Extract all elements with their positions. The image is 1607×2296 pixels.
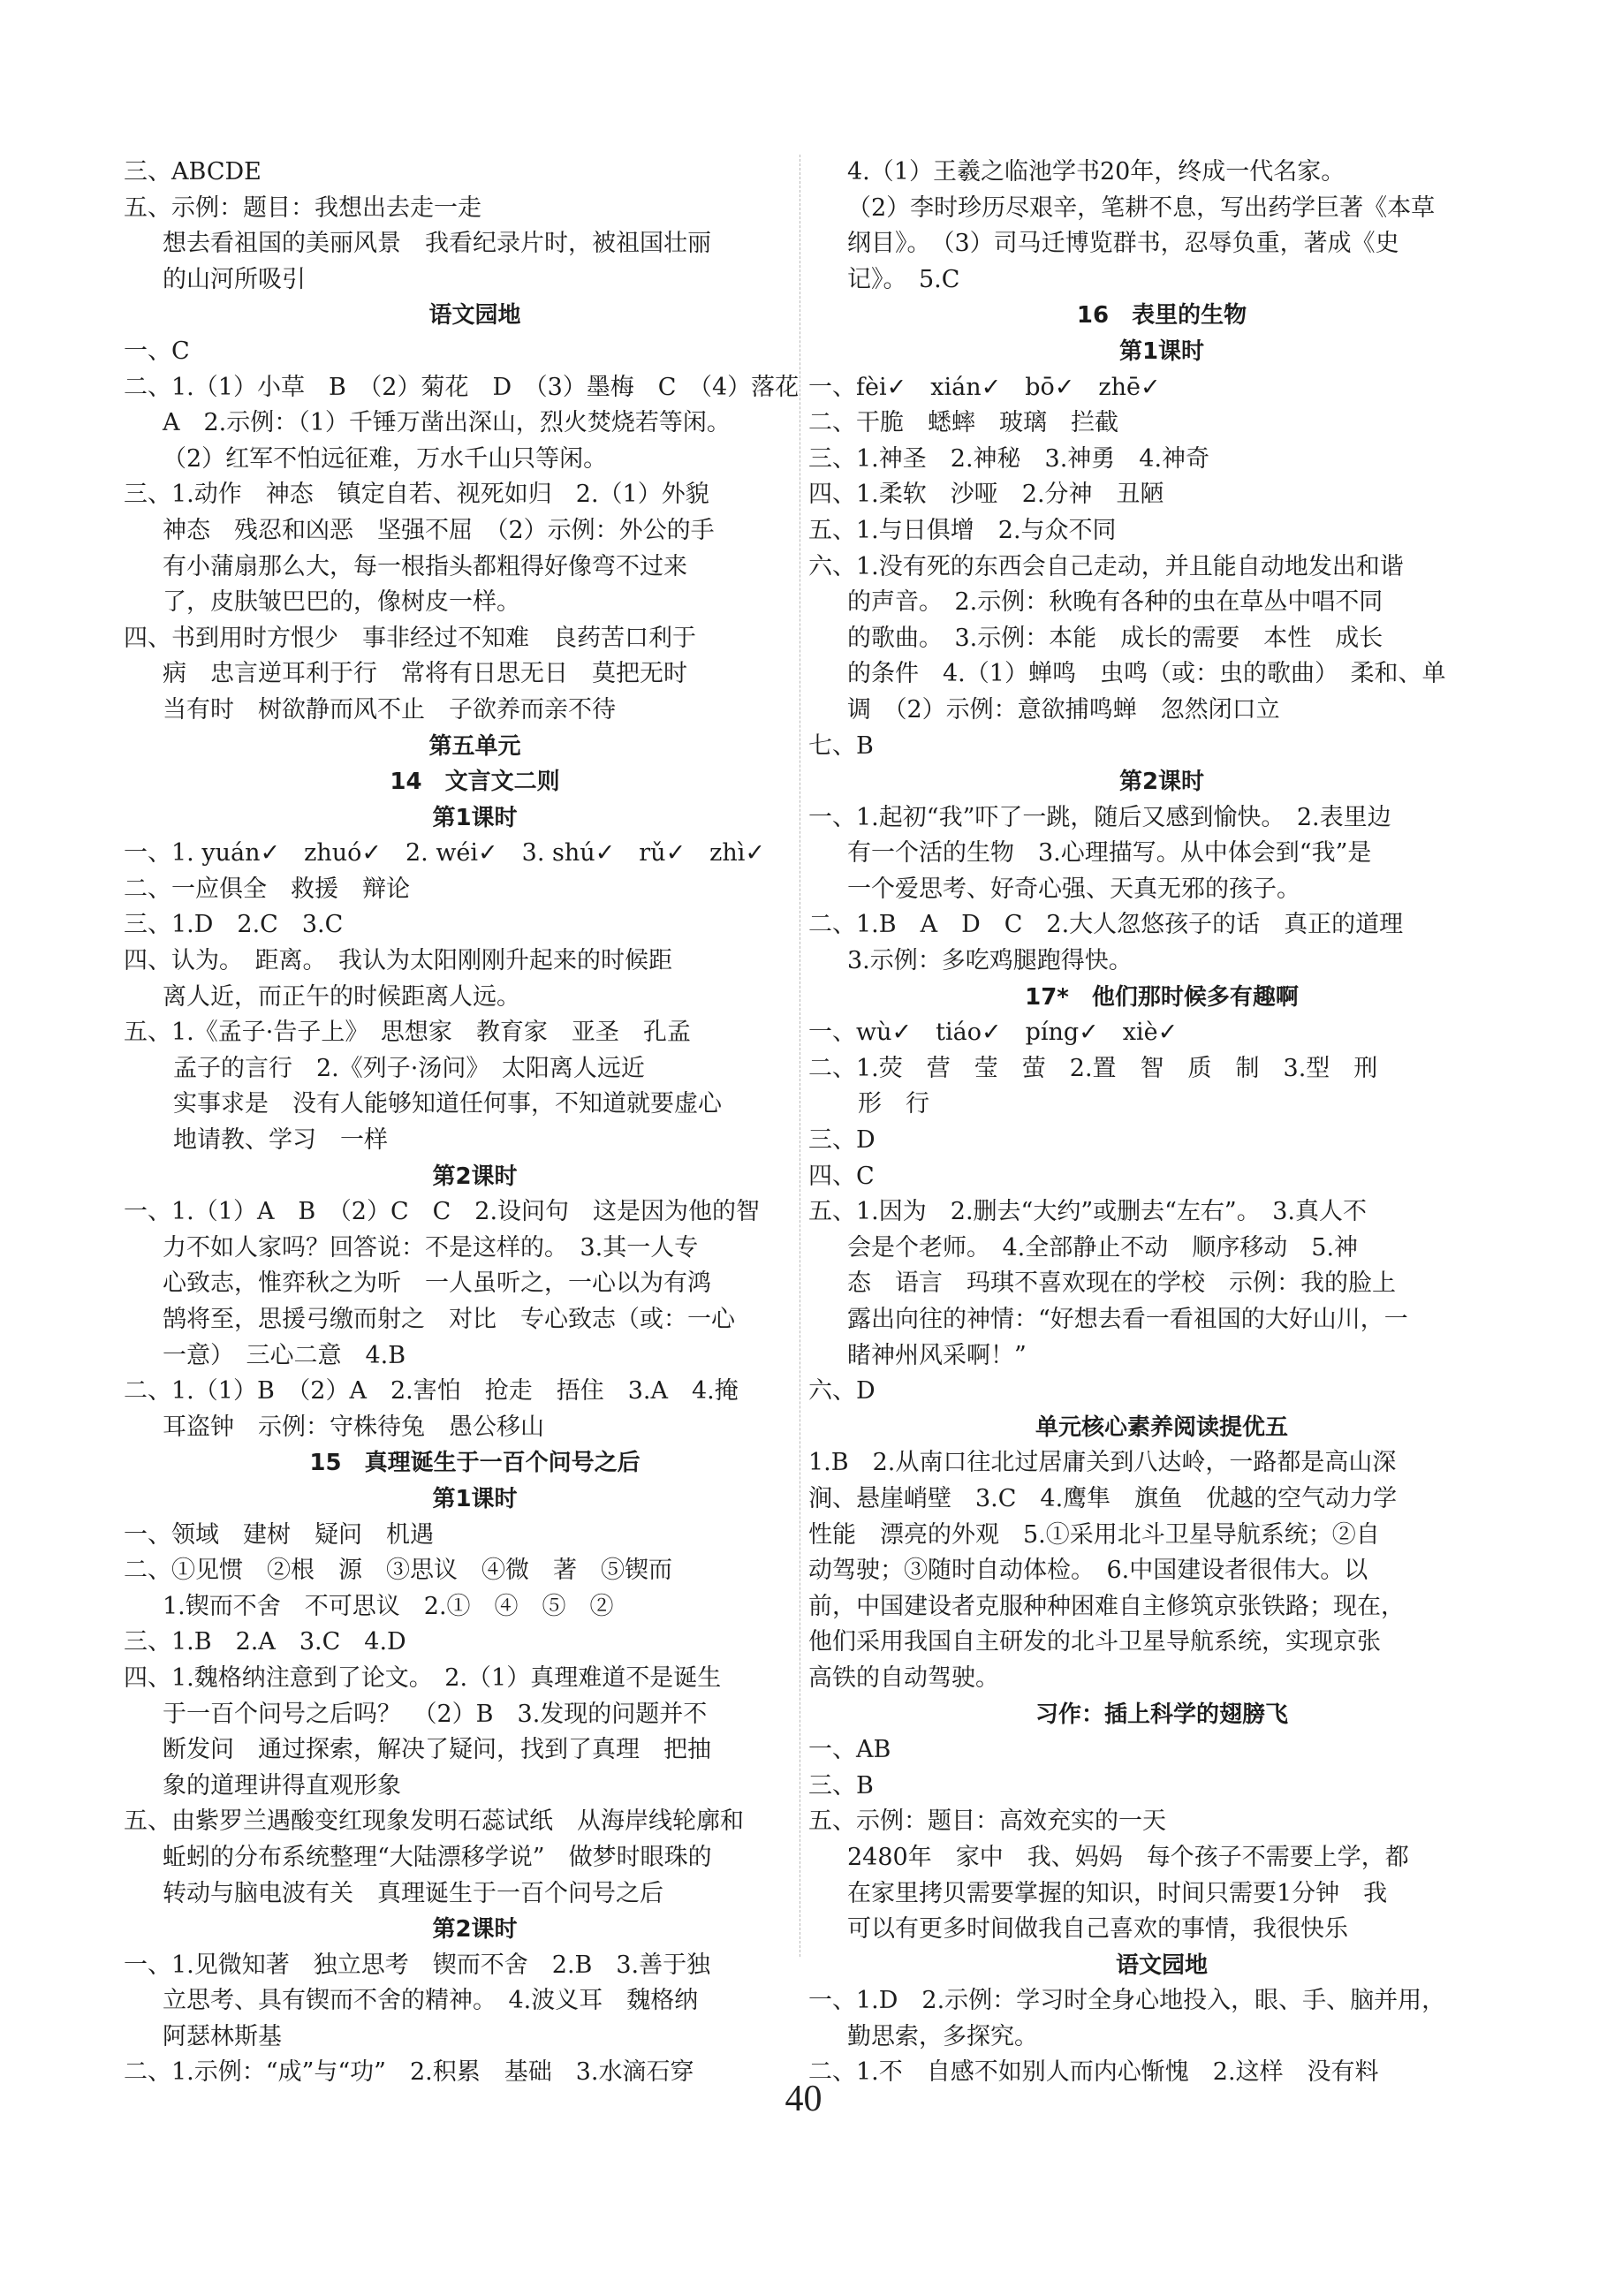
answer-line: 二、1.B A D C 2.大人忽悠孩子的话 真正的道理 bbox=[808, 911, 1404, 939]
answer-line: 前，中国建设者克服种种困难自主修筑京张铁路；现在， bbox=[808, 1592, 1405, 1620]
answer-line: 露出向往的神情：“好想去看一看祖国的大好山川，一 bbox=[847, 1306, 1408, 1333]
answer-line: 会是个老师。 4.全部静止不动 顺序移动 5.神 bbox=[847, 1233, 1359, 1262]
answer-line: 力不如人家吗？回答说：不是这样的。 3.其一人专 bbox=[163, 1233, 699, 1262]
answer-line: 三、1.D 2.C 3.C bbox=[124, 911, 344, 939]
answer-line: 想去看祖国的美丽风景 我看纪录片时，被祖国壮丽 bbox=[163, 230, 711, 258]
answer-line: 二、1.荧 营 莹 萤 2.置 智 质 制 3.型 刑 bbox=[808, 1054, 1378, 1082]
answer-line: 调 （2）示例：意欲捕鸣蝉 忽然闭口立 bbox=[847, 695, 1280, 724]
answer-line: 一、1.D 2.示例：学习时全身心地投入，眼、手、脑并用， bbox=[808, 1987, 1446, 2015]
answer-line: 他们采用我国自主研发的北斗卫星导航系统，实现京张 bbox=[808, 1628, 1381, 1656]
answer-line: 四、1.魏格纳注意到了论文。 2.（1）真理难道不是诞生 bbox=[124, 1663, 722, 1692]
answer-line: 五、示例：题目：我想出去走一走 bbox=[124, 193, 481, 222]
answer-line: 象的道理讲得直观形象 bbox=[163, 1771, 401, 1800]
answer-line: 一、领域 建树 疑问 机遇 bbox=[124, 1520, 434, 1549]
answer-line: 四、书到用时方恨少 事非经过不知难 良药苦口利于 bbox=[124, 624, 696, 652]
answer-line: 三、1.B 2.A 3.C 4.D bbox=[124, 1628, 406, 1656]
answer-line: 三、B bbox=[808, 1771, 874, 1800]
answer-line: （2）红军不怕远征难，万水千山只等闲。 bbox=[163, 444, 608, 473]
answer-line: 的声音。 2.示例：秋晚有各种的虫在草丛中唱不同 bbox=[847, 588, 1383, 617]
answer-line: 的条件 4.（1）蝉鸣 虫鸣（或：虫的歌曲） 柔和、单 bbox=[847, 660, 1446, 688]
answer-line: 五、1.因为 2.删去“大约”或删去“左右”。 3.真人不 bbox=[808, 1198, 1367, 1226]
answer-line: （2）李时珍历尽艰辛，笔耕不息，写出药学巨著《本草 bbox=[847, 193, 1436, 222]
answer-line: 五、1.《孟子·告子上》 思想家 教育家 亚圣 孔孟 bbox=[124, 1019, 691, 1047]
answer-line: 3.示例：多吃鸡腿跑得快。 bbox=[847, 947, 1133, 975]
answer-line: 蚯蚓的分布系统整理“大陆漂移学说” 做梦时眼珠的 bbox=[163, 1843, 712, 1871]
answer-line: 四、C bbox=[808, 1162, 875, 1190]
answer-line: 三、D bbox=[808, 1126, 876, 1155]
answer-line: 二、一应俱全 救援 辩论 bbox=[124, 875, 410, 903]
answer-line: 二、①见惯 ②根 源 ③思议 ④微 著 ⑤锲而 bbox=[124, 1557, 672, 1585]
section-heading: 第五单元 bbox=[428, 732, 521, 760]
answer-line: 一、AB bbox=[808, 1736, 891, 1764]
answer-line: 四、认为。 距离。 我认为太阳刚刚升起来的时候距 bbox=[124, 947, 672, 975]
answer-line: 纲目》。 （3）司马迁博览群书，忍辱负重，著成《史 bbox=[847, 230, 1399, 258]
answer-line: 在家里拷贝需要掌握的知识，时间只需要1分钟 我 bbox=[847, 1879, 1388, 1907]
answer-line: 耳盗钟 示例：守株待兔 愚公移山 bbox=[163, 1413, 544, 1441]
answer-line: 地请教、学习 一样 bbox=[173, 1126, 388, 1155]
answer-line: 睹神州风采啊！” bbox=[847, 1341, 1027, 1369]
page-number: 40 bbox=[785, 2079, 822, 2119]
answer-line: 1.B 2.从南口往北过居庸关到八达岭，一路都是高山深 bbox=[808, 1449, 1397, 1477]
answer-line: 于一百个问号之后吗？ （2）B 3.发现的问题并不 bbox=[163, 1700, 708, 1728]
section-heading: 15 真理诞生于一百个问号之后 bbox=[309, 1450, 641, 1477]
answer-line: 六、D bbox=[808, 1377, 876, 1406]
answer-line: 二、干脆 蟋蟀 玻璃 拦截 bbox=[808, 409, 1118, 437]
answer-line: 四、1.柔软 沙哑 2.分神 丑陋 bbox=[808, 481, 1164, 509]
answer-line: 一意） 三心二意 4.B bbox=[163, 1341, 406, 1369]
answer-line: 一、1.（1）A B （2）C C 2.设问句 这是因为他的智 bbox=[124, 1198, 761, 1226]
section-heading: 第1课时 bbox=[432, 1485, 518, 1512]
section-heading: 14 文言文二则 bbox=[390, 769, 560, 796]
answer-line: 动驾驶；③随时自动体检。 6.中国建设者很伟大。以 bbox=[808, 1557, 1368, 1585]
section-heading: 习作：插上科学的翅膀飞 bbox=[1035, 1701, 1288, 1728]
answer-line: 五、由紫罗兰遇酸变红现象发明石蕊试纸 从海岸线轮廓和 bbox=[124, 1807, 744, 1836]
section-heading: 语文园地 bbox=[1115, 1951, 1208, 1979]
answer-line: 1.锲而不舍 不可思议 2.① ④ ⑤ ② bbox=[163, 1592, 614, 1620]
answer-line: 有小蒲扇那么大，每一根指头都粗得好像弯不过来 bbox=[163, 552, 687, 580]
answer-line: 心致志，惟弈秋之为听 一人虽听之，一心以为有鸿 bbox=[163, 1269, 711, 1298]
answer-line: 二、1.示例：“成”与“功” 2.积累 基础 3.水滴石穿 bbox=[124, 2058, 694, 2087]
answer-line: 二、1.不 自感不如别人而内心惭愧 2.这样 没有料 bbox=[808, 2058, 1379, 2087]
answer-line: 的山河所吸引 bbox=[163, 265, 306, 293]
right-column bbox=[808, 155, 1515, 2091]
answer-line: 五、1.与日俱增 2.与众不同 bbox=[808, 516, 1117, 544]
answer-line: 4.（1）王羲之临池学书20年，终成一代名家。 bbox=[847, 158, 1345, 186]
answer-line: 转动与脑电波有关 真理诞生于一百个问号之后 bbox=[163, 1879, 663, 1907]
answer-line: 形 行 bbox=[858, 1090, 929, 1118]
section-heading: 第2课时 bbox=[432, 1163, 518, 1190]
answer-line: 有一个活的生物 3.心理描写。从中体会到“我”是 bbox=[847, 839, 1372, 868]
answer-line: 孟子的言行 2.《列子·汤问》 太阳离人远近 bbox=[173, 1054, 645, 1082]
answer-line: 六、1.没有死的东西会自己走动，并且能自动地发出和谐 bbox=[808, 552, 1404, 580]
section-heading: 17* 他们那时候多有趣啊 bbox=[1025, 983, 1299, 1011]
answer-line: 二、1.（1）B （2）A 2.害怕 抢走 捂住 3.A 4.掩 bbox=[124, 1377, 739, 1406]
section-heading: 第1课时 bbox=[1118, 337, 1205, 365]
answer-line: 可以有更多时间做我自己喜欢的事情，我很快乐 bbox=[847, 1915, 1348, 1944]
answer-line: 离人近，而正午的时候距离人远。 bbox=[163, 982, 520, 1011]
answer-line: 一、wù✓ tiáo✓ píng✓ xiè✓ bbox=[808, 1019, 1179, 1047]
answer-line: 一、1. yuán✓ zhuó✓ 2. wéi✓ 3. shú✓ rǔ✓ zhì✓ bbox=[124, 839, 766, 868]
answer-line: A 2.示例：（1）千锤万凿出深山，烈火焚烧若等闲。 bbox=[163, 409, 731, 437]
answer-line: 三、1.动作 神态 镇定自若、视死如归 2.（1）外貌 bbox=[124, 481, 709, 509]
answer-line: 的歌曲。 3.示例：本能 成长的需要 本性 成长 bbox=[847, 624, 1383, 652]
section-heading: 语文园地 bbox=[428, 302, 521, 330]
answer-line: 二、1.（1）小草 B （2）菊花 D （3）墨梅 C （4）落花 bbox=[124, 373, 800, 401]
answer-line: 一、1.见微知著 独立思考 锲而不舍 2.B 3.善于独 bbox=[124, 1951, 711, 1979]
answer-line: 一、1.起初“我”吓了一跳，随后又感到愉快。 2.表里边 bbox=[808, 803, 1391, 831]
answer-line: 病 忠言逆耳利于行 常将有日思无日 莫把无时 bbox=[163, 660, 687, 688]
answer-line: 涧、悬崖峭壁 3.C 4.鹰隼 旗鱼 优越的空气动力学 bbox=[808, 1484, 1398, 1512]
answer-line: 性能 漂亮的外观 5.①采用北斗卫星导航系统；②自 bbox=[808, 1520, 1380, 1549]
section-heading: 单元核心素养阅读提优五 bbox=[1035, 1413, 1288, 1441]
answer-line: 鹄将至，思援弓缴而射之 对比 专心致志（或：一心 bbox=[163, 1306, 735, 1333]
answer-line: 记》。 5.C bbox=[847, 265, 960, 293]
answer-line: 高铁的自动驾驶。 bbox=[808, 1663, 999, 1692]
answer-line: 五、示例：题目：高效充实的一天 bbox=[808, 1807, 1166, 1836]
left-column bbox=[124, 155, 826, 2091]
answer-line: 三、1.神圣 2.神秘 3.神勇 4.神奇 bbox=[808, 444, 1210, 473]
answer-line: 态 语言 玛琪不喜欢现在的学校 示例：我的脸上 bbox=[847, 1269, 1396, 1298]
answer-line: 七、B bbox=[808, 731, 874, 760]
answer-line: 一、C bbox=[124, 337, 190, 365]
answer-line: 一个爱思考、好奇心强、天真无邪的孩子。 bbox=[847, 875, 1300, 903]
answer-line: 勤思索，多探究。 bbox=[847, 2022, 1038, 2050]
answer-line: 实事求是 没有人能够知道任何事，不知道就要虚心 bbox=[173, 1090, 722, 1118]
answer-line: 立思考、具有锲而不舍的精神。 4.波义耳 魏格纳 bbox=[163, 1987, 699, 2015]
answer-line: 当有时 树欲静而风不止 子欲养而亲不待 bbox=[163, 695, 616, 724]
answer-line: 阿瑟林斯基 bbox=[163, 2022, 282, 2050]
section-heading: 第2课时 bbox=[432, 1916, 518, 1944]
answer-line: 一、fèi✓ xián✓ bō✓ zhē✓ bbox=[808, 373, 1161, 401]
section-heading: 16 表里的生物 bbox=[1076, 302, 1247, 330]
answer-line: 三、ABCDE bbox=[124, 158, 262, 186]
section-heading: 第1课时 bbox=[432, 804, 518, 831]
section-heading: 第2课时 bbox=[1118, 769, 1205, 796]
answer-line: 2480年 家中 我、妈妈 每个孩子不需要上学，都 bbox=[847, 1843, 1409, 1871]
answer-line: 断发问 通过探索，解决了疑问，找到了真理 把抽 bbox=[163, 1736, 711, 1764]
answer-line: 神态 残忍和凶恶 坚强不屈 （2）示例：外公的手 bbox=[163, 516, 715, 544]
answer-line: 了，皮肤皱巴巴的，像树皮一样。 bbox=[163, 588, 520, 617]
